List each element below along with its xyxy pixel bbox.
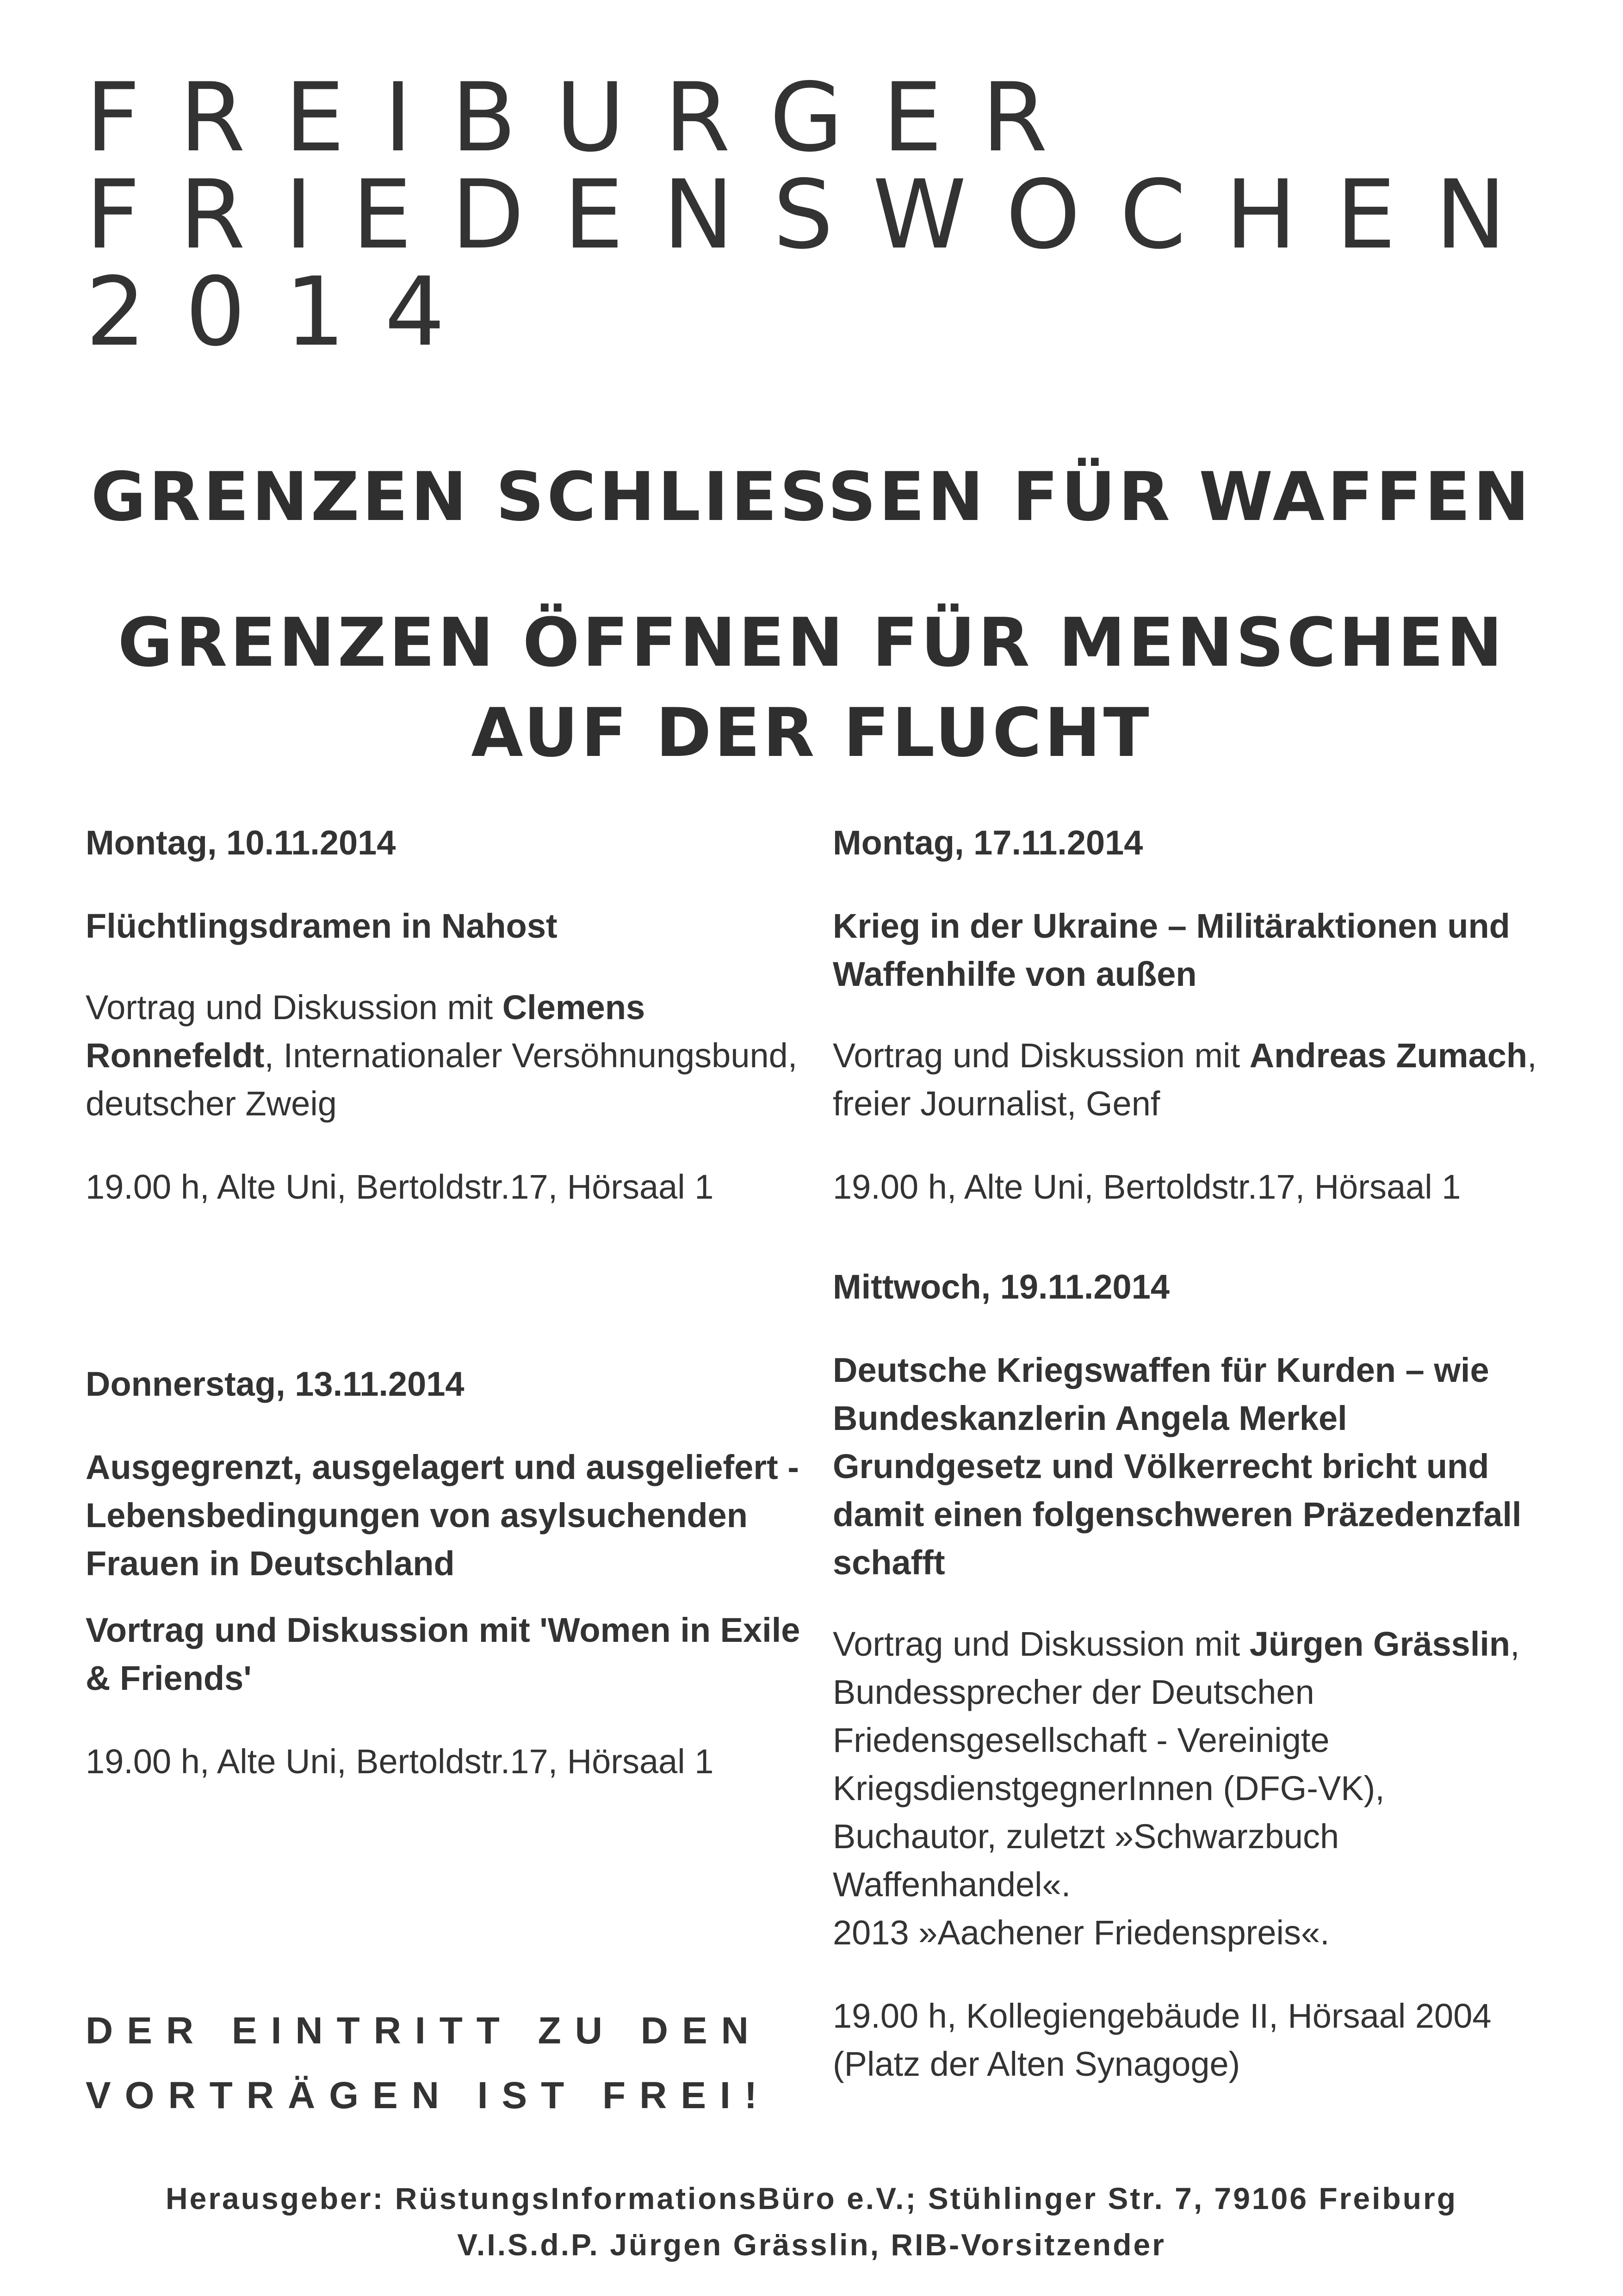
event-1 xyxy=(86,819,807,1211)
motto-line-1: GRENZEN SCHLIESSEN FÜR WAFFEN xyxy=(91,458,1532,536)
motto-line-3: AUF DER FLUCHT xyxy=(471,694,1152,772)
desc-suffix: , Internationaler Versöhnungsbund, deutscher Zweig xyxy=(86,1036,798,1123)
desc-prefix: Vortrag und Diskussion mit xyxy=(86,988,502,1027)
event-description: Vortrag und Diskussion mit 'Women in Exile & Friends' xyxy=(86,1611,800,1697)
desc-prefix: Vortrag und Diskussion mit xyxy=(833,1625,1250,1663)
title-line-1: FREIBURGER xyxy=(86,63,1087,173)
event-place: 19.00 h, Alte Uni, Bertoldstr.17, Hörsaal 1 xyxy=(86,1742,714,1781)
event-topic: Krieg in der Ukraine – Militäraktionen und Waffenhilfe von außen xyxy=(833,907,1510,993)
event-date: Montag, 10.11.2014 xyxy=(86,823,396,862)
desc-prefix: Vortrag und Diskussion mit xyxy=(833,1036,1250,1075)
event-date: Montag, 17.11.2014 xyxy=(833,823,1143,862)
event-date: Mittwoch, 19.11.2014 xyxy=(833,1268,1170,1306)
event-topic: Deutsche Kriegswaffen für Kurden – wie Bundeskanzlerin Angela Merkel Grundgesetz und Völkerrecht bricht und damit einen folgenschweren Präzedenzfall schafft xyxy=(833,1351,1522,1582)
event-description xyxy=(833,1032,1555,1128)
event-4 xyxy=(833,1263,1555,2088)
speaker-name: Clemens Ronnefeldt xyxy=(86,988,645,1075)
desc-suffix: , freier Journalist, Genf xyxy=(833,1036,1537,1123)
speaker-name: Jürgen Grässlin xyxy=(1249,1625,1511,1663)
motto-line-2: GRENZEN ÖFFNEN FÜR MENSCHEN xyxy=(118,604,1505,682)
event-topic: Flüchtlingsdramen in Nahost xyxy=(86,907,558,945)
event-date: Donnerstag, 13.11.2014 xyxy=(86,1365,465,1403)
page-title xyxy=(86,63,1546,367)
event-topic: Ausgegrenzt, ausgelagert und ausgeliefert - Lebensbedingungen von asylsuchenden Frauen in Deutschland xyxy=(86,1448,799,1583)
event-description xyxy=(833,1620,1555,1909)
event-place: 19.00 h, Kollegiengebäude II, Hörsaal 2004 (Platz der Alten Synagoge) xyxy=(833,1997,1492,2083)
event-3 xyxy=(833,819,1555,1211)
free-entry-notice xyxy=(86,1999,771,2128)
free-entry-line-1: DER EINTRITT ZU DEN xyxy=(86,2010,762,2052)
event-description xyxy=(86,984,807,1128)
event-2 xyxy=(86,1360,807,1786)
title-line-3: 2014 xyxy=(86,257,484,367)
free-entry-line-2: VORTRÄGEN IST FREI! xyxy=(86,2074,771,2117)
footer-responsible: V.I.S.d.P. Jürgen Grässlin, RIB-Vorsitzender xyxy=(457,2228,1166,2262)
event-place: 19.00 h, Alte Uni, Bertoldstr.17, Hörsaal 1 xyxy=(86,1168,714,1206)
title-line-2: FRIEDENSWOCHEN xyxy=(86,160,1546,270)
desc-suffix: , Bundessprecher der Deutschen Friedensgesellschaft - Vereinigte KriegsdienstgegnerInnen (DFG-VK), Buchautor, zuletzt »Schwarzbuch Waffenhandel«. xyxy=(833,1625,1520,1904)
footer-publisher: Herausgeber: RüstungsInformationsBüro e.V.; Stühlinger Str. 7, 79106 Freiburg xyxy=(165,2181,1458,2216)
event-award: 2013 »Aachener Friedenspreis«. xyxy=(833,1913,1330,1952)
speaker-name: Andreas Zumach xyxy=(1249,1036,1528,1075)
event-place: 19.00 h, Alte Uni, Bertoldstr.17, Hörsaal 1 xyxy=(833,1168,1461,1206)
